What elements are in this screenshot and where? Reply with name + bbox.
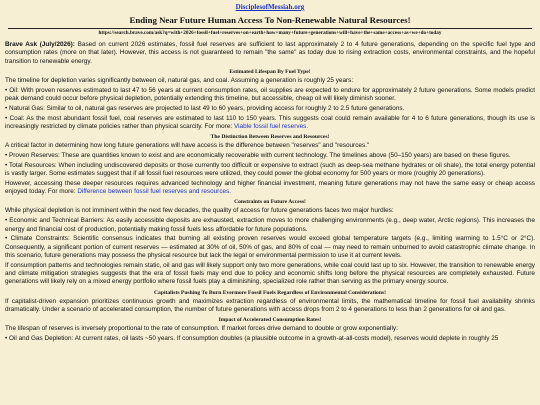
difference-link[interactable]: Difference between fossil fuel reserves and resources. [77,188,232,196]
paragraph [5,180,535,197]
paragraph: A critical factor in determining how long future generations will have access is the difference between "reserves" and "resources." [5,142,370,150]
bullet-paragraph: • Climate Constraints: Scientific consensus indicates that burning all existing proven reserves would exceed global temperature targets (e.g., limiting warming to 1.5°C or 2°C). Consequently, a significant portion of current reserves — estimated at 30% of oil, 50% of gas, and 80% of coal — may need to remain unburned to avoid catastrophic climate change. In this scenario, future generations may possess the physical resource but lack the legal or environmental permission to use it at current levels. [5,235,535,259]
intro-text: Based on current 2026 estimates, fossil fuel reserves are sufficient to last approximately 2 to 4 future generations, depending on the specific fuel type and consumption rates (more on that later). However, this access is not guaranteed to remain "the same" as today due to rising extraction costs, environmental constraints, and the hopeful transition to renewable energy. [5,41,536,65]
paragraph-text: • Coal: As the most abundant fossil fuel, coal reserves are estimated to last 110 to 150 years. This suggests coal could remain available for 4 to 6 future generations, though its use is increasingly restricted by climate policies rather than physical scarcity. For more: [5,114,535,130]
section-heading: Estimated Lifespan By Fuel Type! [229,68,311,75]
bullet-paragraph: • Oil and Gas Depletion: At current rates, oil lasts ~50 years. If consumption doubles (a plausible outcome in a growth-at-all-costs model), reserves would deplete in roughly 25 [5,335,499,343]
reserves-link[interactable]: Viable fossil fuel reserves. [233,122,309,130]
intro-paragraph [5,41,535,66]
bullet-paragraph: • Proven Reserves: These are quantities known to exist and are economically recoverable with current technology. The timelines above (50–150 years) are based on these figures. [5,151,511,159]
section-heading: Constraints on Future Access! [234,199,306,206]
source-url: https://search.brave.com/ask?q=with+2026+fossil+fuel+reserves+on+earth+how+many+future+generations+will+have+the+same+access+as+we+do+today [98,30,442,36]
bullet-paragraph [5,115,535,132]
title-divider [8,28,532,29]
section-heading: Impact of Accelerated Consumption Rates! [218,317,322,324]
paragraph: The timeline for depletion varies significantly between oil, natural gas, and coal. Assuming a generation is roughly 25 years: [5,76,354,84]
paragraph: The lifespan of reserves is inversely proportional to the rate of consumption. If market forces drive demand to double or grow exponentially: [5,325,398,333]
site-name[interactable]: DisciplesofMessiah.org [235,3,305,11]
section-heading: Capitalists Pushing To Burn Evermore Fossil Fuels Regardless of Environmental Considerations! [154,289,386,296]
paragraph: While physical depletion is not imminent within the next few decades, the quality of access for future generations faces two major hurdles: [5,207,394,215]
page-title: Ending Near Future Human Access To Non-Renewable Natural Resources! [129,15,411,25]
paragraph-text: However, accessing these deeper resources requires advanced technology and higher financial investment, meaning future generations may not have the same easy or cheap access enjoyed today. For more: [5,179,535,196]
paragraph: If consumption patterns and technologies remain static, oil and gas will likely support only two more generations, while coal could last up to six. However, the transition to renewable energy and climate mitigation strategies suggests that the era of fossil fuels may end due to policy and economic shifts long before the physical resources are completely exhausted. Future generations will likely rely on a mixed energy portfolio where fossil fuels play a diminishing, specialized role rather than serving as the primary energy source. [5,261,535,286]
section-heading: The Distinction Between Reserves and Resources! [210,134,330,141]
bullet-paragraph: • Total Resources: When including undiscovered deposits or those currently too difficult or expensive to extract (such as deep-sea methane hydrates or oil shale), the total energy potential is vastly larger. Some estimates suggest that if all fossil fuel resources were utilized, they could power the global economy for 500 years or more (roughly 20 generations). [5,161,535,178]
bullet-paragraph: • Economic and Technical Barriers: As easily accessible deposits are exhausted, extraction moves to more challenging environments (e.g., deep water, Arctic regions). This increases the energy and financial cost of production, potentially making fossil fuels less affordable for future populations. [5,217,535,233]
bullet-paragraph: • Oil: With proven reserves estimated to last 47 to 56 years at current consumption rates, oil supplies are expected to endure for approximately 2 future generations. Some models predict peak demand could occur before physical depletion, potentially extending this timeline, but accessible, cheap oil will likely diminish sooner. [5,86,535,102]
intro-label: Brave Ask (July/2026): [5,41,75,48]
bullet-paragraph: • Natural Gas: Similar to oil, natural gas reserves are projected to last 49 to 60 years, providing access for roughly 2 to 2.5 future generations. [5,104,405,112]
paragraph: If capitalist-driven expansion prioritizes continuous growth and maximizes extraction regardless of environmental limits, the mathematical timeline for fossil fuel availability shrinks dramatically. Under a scenario of accelerated consumption, the number of future generations with access drops from 2 to 4 generations to less than 2 generations for oil and gas. [5,297,535,313]
